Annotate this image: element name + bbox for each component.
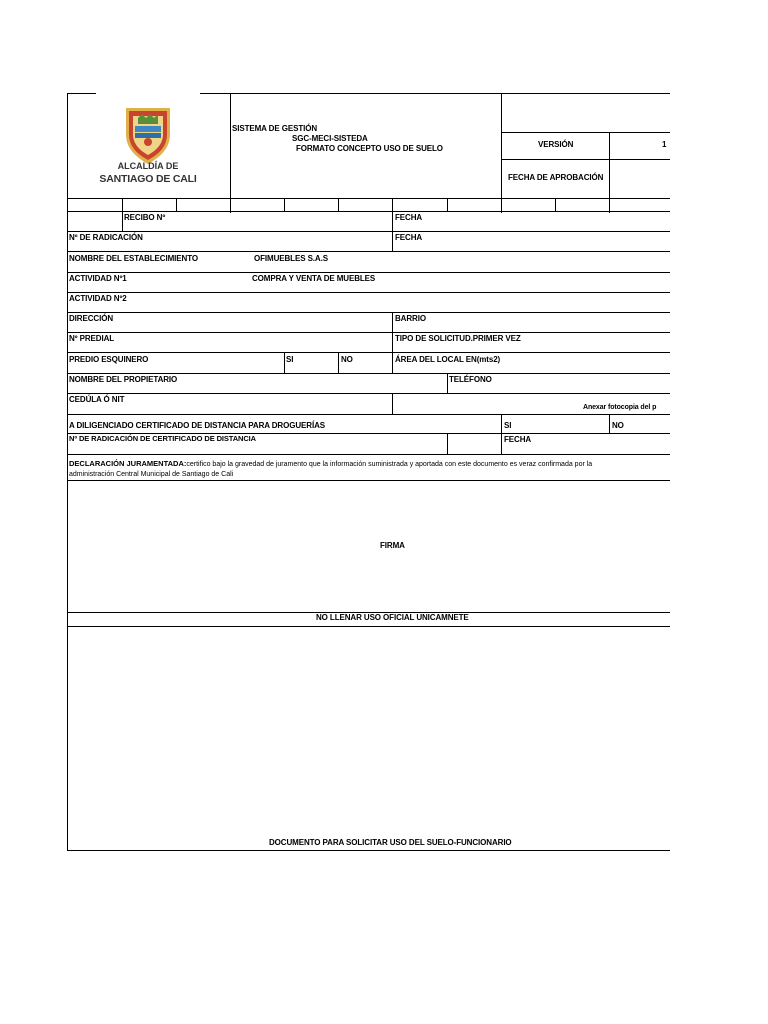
col-line bbox=[176, 198, 177, 211]
activity1-value: COMPRA Y VENTA DE MUEBLES bbox=[252, 274, 376, 283]
id-label: CEDÚLA Ó NIT bbox=[69, 395, 125, 404]
header-line bbox=[501, 159, 670, 160]
sworn-statement-title: DECLARACIÓN JURAMENTADA: bbox=[69, 459, 187, 468]
col-line bbox=[447, 433, 448, 454]
shield-icon bbox=[96, 104, 200, 168]
certificate-no-label: NO bbox=[612, 421, 624, 430]
col-line bbox=[392, 211, 393, 252]
format-title: FORMATO CONCEPTO USO DE SUELO bbox=[296, 144, 443, 153]
row-line bbox=[67, 292, 670, 293]
filing-number-label: Nº DE RADICACIÓN bbox=[69, 233, 143, 242]
row-line bbox=[67, 480, 670, 481]
col-line bbox=[447, 373, 448, 393]
col-line bbox=[392, 393, 393, 414]
border-top bbox=[200, 93, 670, 94]
receipt-number-label: RECIBO Nº bbox=[124, 213, 166, 222]
activity1-label: ACTIVIDAD Nº1 bbox=[69, 274, 127, 283]
col-line bbox=[284, 352, 285, 373]
logo-line1: ALCALDÍA DE bbox=[117, 161, 179, 171]
row-line bbox=[67, 626, 670, 627]
col-line bbox=[122, 198, 123, 232]
system-title: SISTEMA DE GESTIÓN bbox=[232, 124, 318, 133]
area-label: ÁREA DEL LOCAL EN(mts2) bbox=[395, 355, 501, 364]
receipt-date-label: FECHA bbox=[395, 213, 423, 222]
col-line bbox=[555, 198, 556, 211]
col-line bbox=[501, 414, 502, 454]
row-line bbox=[67, 373, 670, 374]
distance-certificate-label: A DILIGENCIADO CERTIFICADO DE DISTANCIA PARA DROGUERÍAS bbox=[69, 421, 325, 430]
logo-line2: SANTIAGO DE CALI bbox=[99, 173, 197, 185]
row-line bbox=[67, 198, 670, 199]
row-line bbox=[67, 272, 670, 273]
row-line bbox=[67, 352, 670, 353]
city-logo bbox=[96, 96, 200, 196]
row-line bbox=[67, 850, 670, 851]
header-divider bbox=[230, 93, 231, 213]
col-line bbox=[609, 414, 610, 433]
activity2-label: ACTIVIDAD Nº2 bbox=[69, 294, 127, 303]
row-line bbox=[67, 393, 670, 394]
col-line bbox=[284, 198, 285, 211]
col-line bbox=[392, 312, 393, 353]
col-line bbox=[392, 198, 393, 211]
signature-label: FIRMA bbox=[380, 541, 405, 550]
header-divider bbox=[609, 132, 610, 213]
certificate-yes-label: SI bbox=[504, 421, 512, 430]
official-use-label: NO LLENAR USO OFICIAL UNICAMNETE bbox=[316, 613, 469, 622]
establishment-value: OFIMUEBLES S.A.S bbox=[254, 254, 328, 263]
row-line bbox=[67, 312, 670, 313]
property-number-label: Nº PREDIAL bbox=[69, 334, 115, 343]
header-divider bbox=[501, 93, 502, 213]
col-line bbox=[338, 198, 339, 211]
row-line bbox=[67, 332, 670, 333]
col-line bbox=[392, 352, 393, 373]
certificate-filing-label: Nº DE RADICACIÓN DE CERTIFICADO DE DISTANCIA bbox=[69, 434, 256, 443]
border-left bbox=[67, 93, 68, 851]
address-label: DIRECCIÓN bbox=[69, 314, 113, 323]
sworn-statement bbox=[69, 459, 669, 480]
corner-no-label: NO bbox=[341, 355, 353, 364]
row-line bbox=[67, 414, 670, 415]
header-line bbox=[501, 132, 670, 133]
row-line bbox=[67, 251, 670, 252]
filing-date-label: FECHA bbox=[395, 233, 423, 242]
request-type-label: TIPO DE SOLICITUD.PRIMER VEZ bbox=[395, 334, 521, 343]
col-line bbox=[447, 198, 448, 211]
neighborhood-label: BARRIO bbox=[395, 314, 426, 323]
version-value: 1 bbox=[662, 140, 667, 149]
establishment-label: NOMBRE DEL ESTABLECIMIENTO bbox=[69, 254, 198, 263]
system-code: SGC-MECI-SISTEDA bbox=[292, 134, 368, 143]
attach-note: Anexar fotocopia del p bbox=[583, 404, 657, 411]
version-label: VERSIÓN bbox=[538, 140, 574, 149]
owner-name-label: NOMBRE DEL PROPIETARIO bbox=[69, 375, 178, 384]
row-line bbox=[67, 211, 670, 212]
sworn-statement-text2: administración Central Municipal de Santiago de Cali bbox=[69, 471, 234, 478]
row-line bbox=[67, 231, 670, 232]
corner-property-label: PREDIO ESQUINERO bbox=[69, 355, 149, 364]
certificate-date-label: FECHA bbox=[504, 435, 532, 444]
col-line bbox=[338, 352, 339, 373]
phone-label: TELÉFONO bbox=[449, 375, 492, 384]
document-footer: DOCUMENTO PARA SOLICITAR USO DEL SUELO-FUNCIONARIO bbox=[269, 838, 512, 847]
row-line bbox=[67, 454, 670, 455]
corner-yes-label: SI bbox=[286, 355, 294, 364]
border-top bbox=[67, 93, 96, 94]
sworn-statement-text: certifico bajo la gravedad de juramento que la información suministrada y aportada con este documento es veraz confirmada por la bbox=[186, 461, 593, 468]
approval-date-label: FECHA DE APROBACIÓN bbox=[508, 173, 604, 182]
